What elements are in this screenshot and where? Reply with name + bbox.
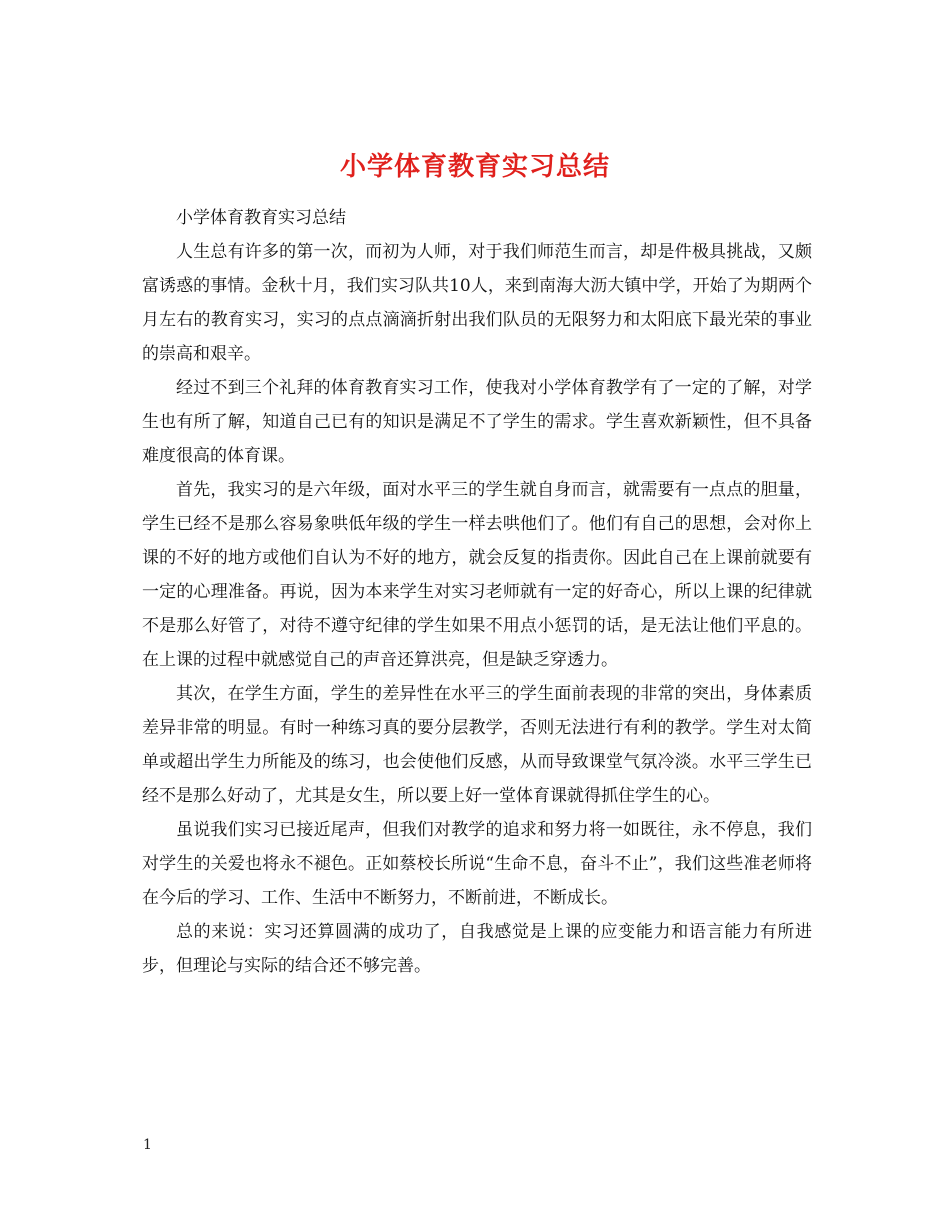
paragraph-ending: 虽说我们实习已接近尾声，但我们对教学的追求和努力将一如既往，永不停息，我们对学生的关爱也将永不褪色。正如蔡校长所说“生命不息，奋斗不止”，我们这些准老师将在今后的学习、工作、生活中不断努力，不断前进，不断成长。 <box>142 820 812 908</box>
paragraph-conclusion: 总的来说：实习还算圆满的成功了，自我感觉是上课的应变能力和语言能力有所进步，但理论与实际的结合还不够完善。 <box>142 922 812 976</box>
paragraph-intro: 人生总有许多的第一次，而初为人师，对于我们师范生而言，却是件极具挑战，又颇富诱惑的事情。金秋十月，我们实习队共10人，来到南海大沥大镇中学，开始了为期两个月左右的教育实习，实习的点点滴滴折射出我们队员的无限努力和太阳底下最光荣的事业的崇高和艰辛。 <box>142 242 812 364</box>
page-number: 1 <box>143 1137 152 1153</box>
paragraph-second: 其次，在学生方面，学生的差异性在水平三的学生面前表现的非常的突出，身体素质差异非常的明显。有时一种练习真的要分层教学，否则无法进行有利的教学。学生对太简单或超出学生力所能及的练习，也会使他们反感，从而导致课堂气氛冷淡。水平三学生已经不是那么好动了，尤其是女生，所以要上好一堂体育课就得抓住学生的心。 <box>142 684 812 806</box>
paragraph-experience: 经过不到三个礼拜的体育教育实习工作，使我对小学体育教学有了一定的了解，对学生也有所了解，知道自己已有的知识是满足不了学生的需求。学生喜欢新颖性，但不具备难度很高的体育课。 <box>142 378 812 466</box>
paragraph-heading: 小学体育教育实习总结 <box>176 208 346 228</box>
paragraph-first: 首先，我实习的是六年级，面对水平三的学生就自身而言，就需要有一点点的胆量，学生已经不是那么容易象哄低年级的学生一样去哄他们了。他们有自己的思想，会对你上课的不好的地方或他们自认为不好的地方，就会反复的指责你。因此自己在上课前就要有一定的心理准备。再说，因为本来学生对实习老师就有一定的好奇心，所以上课的纪律就不是那么好管了，对待不遵守纪律的学生如果不用点小惩罚的话，是无法让他们平息的。在上课的过程中就感觉自己的声音还算洪亮，但是缺乏穿透力。 <box>142 480 812 670</box>
document-body <box>142 201 812 983</box>
document-title: 小学体育教育实习总结 <box>339 152 610 183</box>
